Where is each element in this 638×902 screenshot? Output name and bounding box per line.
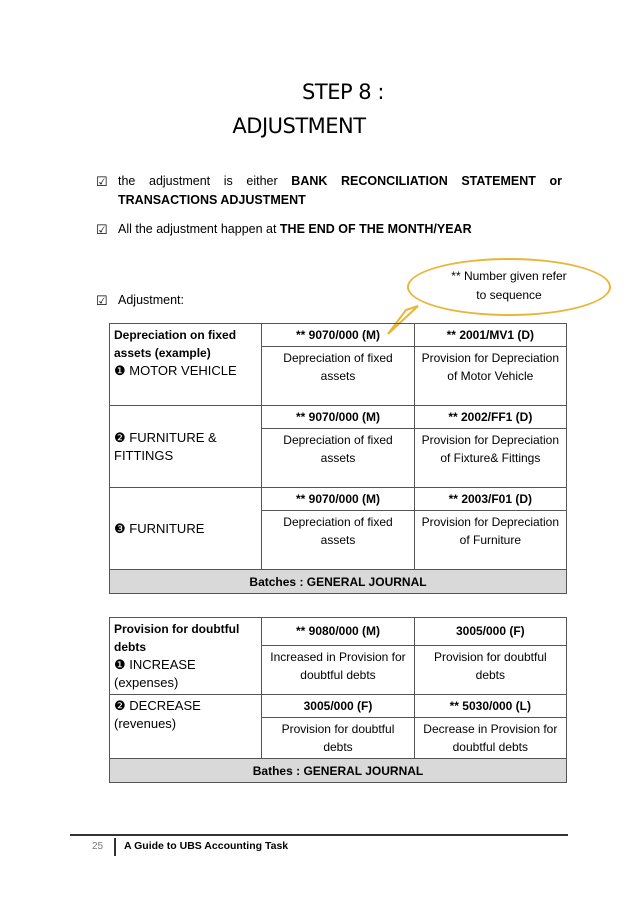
credit-code: ** 2002/FF1 (D) [414,406,566,429]
debit-code: ** 9070/000 (M) [262,406,414,429]
credit-desc: Provision for Depreciation of Fixture& Fittings [414,429,566,488]
table-row-label-text: ❷ FURNITURE & FITTINGS [114,429,217,463]
credit-desc: Provision for Depreciation of Motor Vehicle [414,347,566,406]
debit-desc: Depreciation of fixed assets [262,429,414,488]
table-label-title: Provision for doubtful debts [114,622,240,654]
checkmark-arrow-icon: ☑ [96,293,108,308]
checkmark-arrow-icon: ☑ [96,174,108,189]
callout-bubble [407,258,611,316]
table-row-label [110,488,262,570]
bullet-bold-text: BANK RECONCILIATION STATEMENT or TRANSACTIONS ADJUSTMENT [118,174,562,207]
credit-desc: Decrease in Provision for doubtful debts [414,718,566,759]
table-row-label [110,695,262,759]
bullet-adjustment-timing [96,220,562,239]
batch-footer: Batches : GENERAL JOURNAL [110,570,567,594]
credit-code: ** 5030/000 (L) [414,695,566,718]
credit-code: 3005/000 (F) [414,618,566,646]
bullet-adjustment-types [96,172,562,210]
checkmark-arrow-icon: ☑ [96,222,108,237]
table-row-label [110,618,262,695]
bullet-text: All the adjustment happen at [118,222,280,236]
doubtful-debts-table [109,617,567,783]
table-row-label-text: ❸ FURNITURE [114,520,205,536]
step-heading: STEP 8 : [302,80,384,104]
debit-desc: Depreciation of fixed assets [262,511,414,570]
callout-line-2: to sequence [476,288,542,302]
callout-line-1: ** Number given refer [451,269,567,283]
debit-code: ** 9070/000 (M) [262,488,414,511]
book-title: A Guide to UBS Accounting Task [124,840,289,852]
table-row-label-text: ❶ MOTOR VEHICLE [114,363,237,378]
footer-divider [70,834,568,836]
footer-separator [114,838,116,856]
table-row-label [110,324,262,406]
table-row-label-text: ❷ DECREASE (revenues) [114,698,201,731]
credit-desc: Provision for doubtful debts [414,645,566,694]
credit-desc: Provision for Depreciation of Furniture [414,511,566,570]
bullet-bold-text: THE END OF THE MONTH/YEAR [279,222,472,236]
credit-code: ** 2003/F01 (D) [414,488,566,511]
adjustment-heading: ADJUSTMENT [232,114,366,138]
credit-code: ** 2001/MV1 (D) [414,324,566,347]
bullet-text: the adjustment is either [118,174,292,188]
batch-footer: Bathes : GENERAL JOURNAL [110,759,567,783]
debit-desc: Provision for doubtful debts [262,718,414,759]
depreciation-table [109,323,567,594]
bullet-text: Adjustment: [118,293,185,307]
debit-code: 3005/000 (F) [262,695,414,718]
page-number: 25 [92,841,104,852]
table-row-label-text: ❶ INCREASE (expenses) [114,657,196,690]
debit-code: ** 9080/000 (M) [262,618,414,646]
debit-desc: Increased in Provision for doubtful debts [262,645,414,694]
table-row-label [110,406,262,488]
debit-desc: Depreciation of fixed assets [262,347,414,406]
debit-code: ** 9070/000 (M) [262,324,414,347]
table-label-title: Depreciation on fixed assets (example) [114,328,237,360]
